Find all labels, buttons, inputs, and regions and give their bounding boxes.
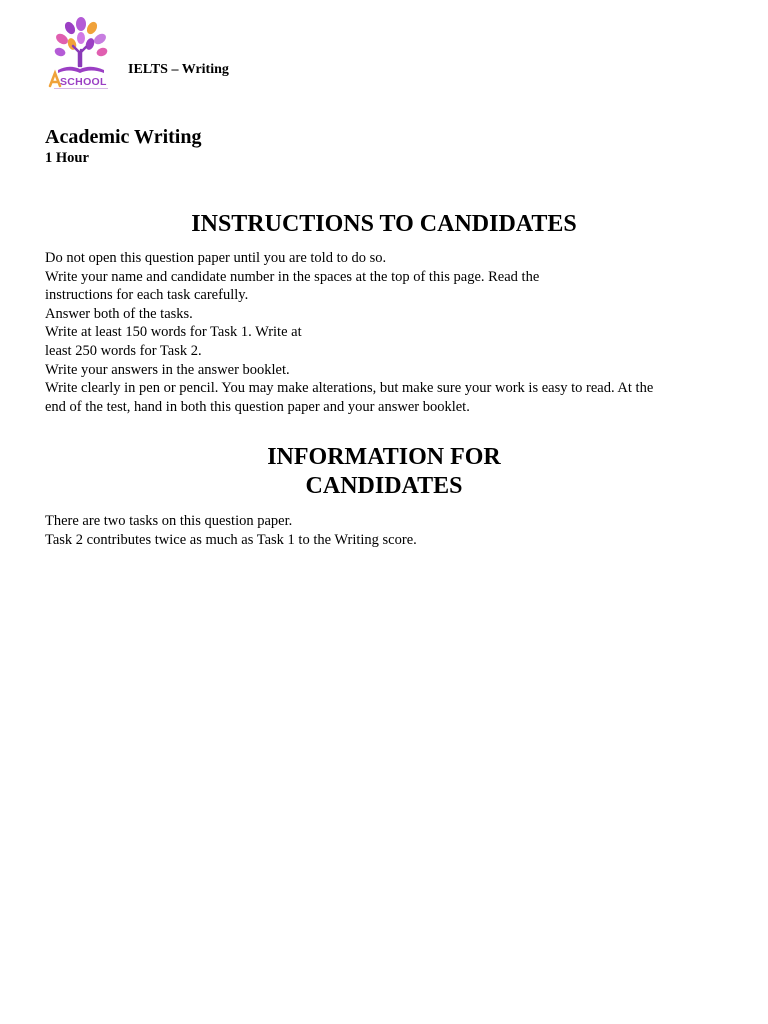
information-text <box>45 512 735 549</box>
instruction-line: Write your name and candidate number in the spaces at the top of this page. Read the <box>45 268 540 285</box>
instruction-line: Answer both of the tasks. <box>45 305 193 322</box>
header-title: IELTS – Writing <box>128 62 229 77</box>
exam-duration: 1 Hour <box>45 150 89 166</box>
information-heading-line: CANDIDATES <box>305 473 463 499</box>
information-line: There are two tasks on this question paper. <box>45 513 293 529</box>
instruction-line: Write your answers in the answer booklet. <box>45 361 290 378</box>
instruction-line: Write clearly in pen or pencil. You may make alterations, but make sure your work is easy to read. At the <box>45 380 654 397</box>
exam-title: Academic Writing <box>45 126 202 148</box>
instruction-line: least 250 words for Task 2. <box>45 342 202 359</box>
information-heading <box>0 443 768 501</box>
instructions-text <box>45 249 735 416</box>
instruction-line: end of the test, hand in both this question paper and your answer booklet. <box>45 398 470 415</box>
information-line: Task 2 contributes twice as much as Task 1 to the Writing score. <box>45 531 417 548</box>
information-heading-line: INFORMATION FOR <box>267 444 501 470</box>
instruction-line: Do not open this question paper until you are told to do so. <box>45 250 387 266</box>
instructions-heading: INSTRUCTIONS TO CANDIDATES <box>191 211 577 237</box>
school-logo <box>46 14 116 90</box>
instruction-line: instructions for each task carefully. <box>45 287 249 304</box>
instruction-line: Write at least 150 words for Task 1. Write at <box>45 324 302 341</box>
tree-book-icon <box>46 14 116 90</box>
logo-lettering: SCHOOL <box>60 76 107 88</box>
